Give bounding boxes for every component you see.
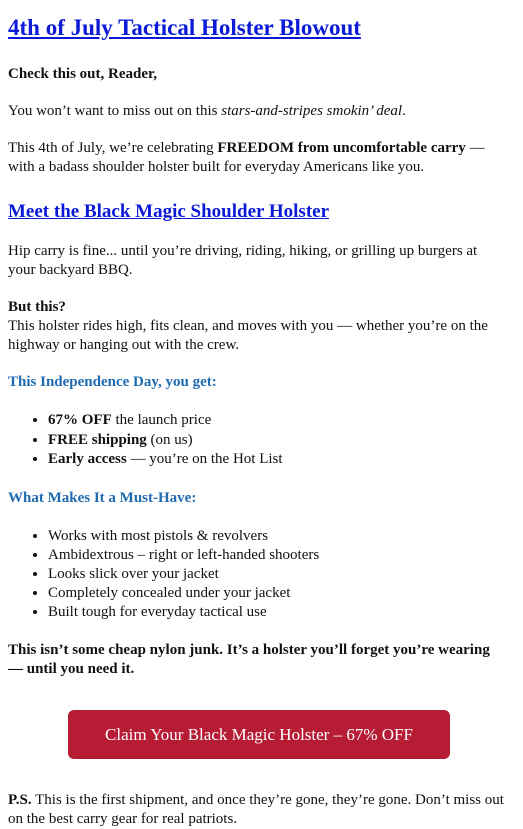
list-item: • Works with most pistols & revolvers bbox=[48, 527, 508, 546]
list-item-bold: Early access bbox=[48, 451, 127, 467]
nylon-paragraph: This isn’t some cheap nylon junk. It’s a holster you’ll forget you’re wearing — until you need it. bbox=[8, 641, 490, 677]
subtitle bbox=[8, 200, 508, 224]
intro-italic: stars-and-stripes smokin’ deal bbox=[221, 103, 403, 119]
but-this-text: This holster rides high, fits clean, and moves with you — whether you’re on the highway or hanging out with the crew. bbox=[8, 318, 488, 353]
cta-container bbox=[8, 710, 508, 759]
must-have-heading: What Makes It a Must-Have: bbox=[8, 489, 197, 506]
intro-text: You won’t want to miss out on this bbox=[8, 103, 222, 119]
list-item bbox=[48, 411, 508, 431]
but-this-paragraph bbox=[8, 298, 508, 355]
subtitle-link[interactable]: Meet the Black Magic Shoulder Holster bbox=[8, 201, 330, 222]
but-this-question: But this? bbox=[8, 299, 66, 315]
celebrate-text: This 4th of July, we’re celebrating bbox=[8, 140, 218, 156]
list-item-text: the launch price bbox=[111, 412, 212, 428]
ps-text: This is the first shipment, and once they’re gone, they’re gone. Don’t miss out on the best carry gear for real patriots. bbox=[8, 791, 504, 827]
celebrate-bold: FREEDOM from uncomfortable carry bbox=[217, 140, 466, 156]
list-item bbox=[48, 450, 508, 470]
list-item: • Looks slick over your jacket bbox=[48, 565, 508, 584]
greeting: Check this out, Reader, bbox=[8, 66, 158, 82]
list-item: • Completely concealed under your jacket bbox=[48, 584, 508, 603]
list-item: • Ambidextrous – right or left-handed shooters bbox=[48, 546, 508, 565]
list-item-bold: FREE shipping bbox=[48, 431, 147, 448]
claim-holster-button[interactable]: Claim Your Black Magic Holster – 67% OFF bbox=[68, 710, 450, 759]
page-title bbox=[8, 13, 508, 43]
must-have-list bbox=[8, 527, 508, 622]
list-item-text: — you’re on the Hot List bbox=[126, 451, 283, 467]
list-item-bold: 67% OFF bbox=[48, 412, 112, 428]
ps-label: P.S. bbox=[8, 791, 32, 808]
celebrate-paragraph bbox=[8, 139, 508, 177]
independence-heading: This Independence Day, you get: bbox=[8, 374, 217, 390]
title-link[interactable]: 4th of July Tactical Holster Blowout bbox=[8, 15, 361, 40]
list-item bbox=[48, 431, 508, 451]
list-item-text: (on us) bbox=[146, 431, 193, 448]
celebrate-rest: — with a badass shoulder holster built for everyday Americans like you. bbox=[8, 140, 485, 175]
ps-paragraph bbox=[8, 791, 508, 829]
intro-end: . bbox=[402, 103, 406, 119]
independence-list bbox=[8, 411, 508, 470]
hip-carry-paragraph: Hip carry is fine... until you’re driving, riding, hiking, or grilling up burgers at your backyard BBQ. bbox=[8, 243, 478, 278]
list-item: • Built tough for everyday tactical use bbox=[48, 603, 508, 622]
intro-paragraph bbox=[8, 102, 508, 121]
